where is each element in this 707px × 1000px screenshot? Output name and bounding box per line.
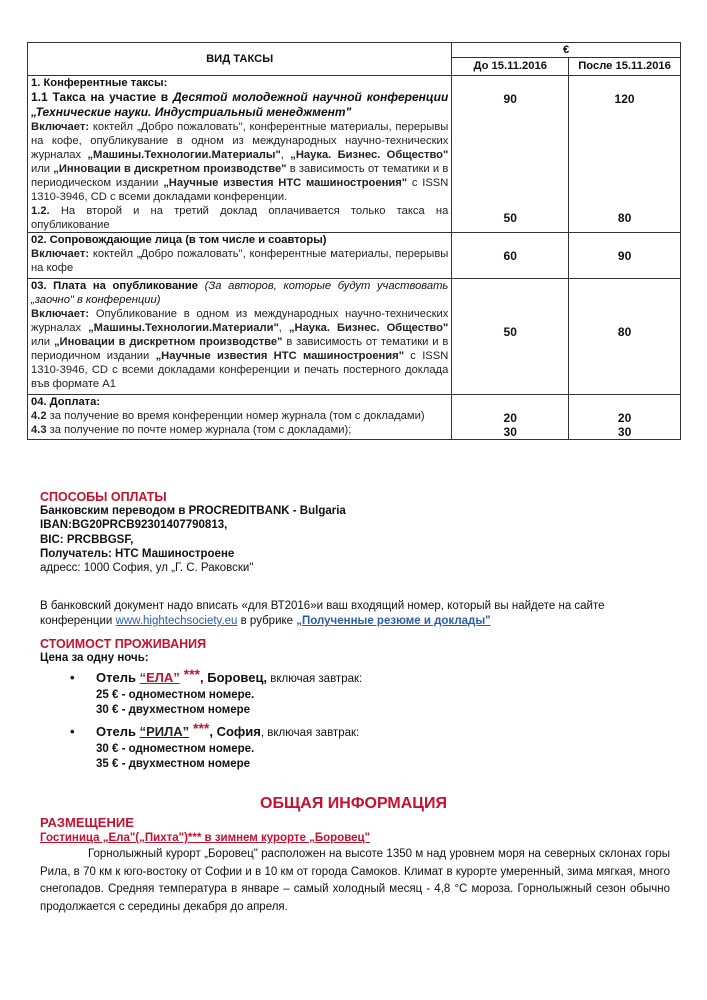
hotel-list bbox=[40, 666, 680, 771]
fee-description bbox=[28, 395, 452, 440]
currency-header: € bbox=[452, 43, 681, 58]
payment-note: В банковский документ надо вписать «для ВТ2016»и ваш входящий номер, который вы найдете на сайте конференции www.hightechsociety.eu в рубрике „Полученные резюме и доклады" bbox=[40, 600, 605, 627]
price-before-cell bbox=[452, 279, 569, 395]
fee-description bbox=[28, 233, 452, 279]
price-before-cell bbox=[452, 233, 569, 279]
site-link[interactable]: www.hightechsociety.eu bbox=[115, 615, 238, 627]
bank-line: Банковским переводом в PROCREDITBANK - Bulgaria bbox=[40, 505, 346, 518]
row-item: 4.3 за получение по почте номер журнала (том с докладами); bbox=[31, 424, 352, 436]
stars-icon: *** bbox=[189, 720, 210, 737]
bullet-icon: • bbox=[70, 724, 75, 740]
row-includes: Включает: коктейл „Добро пожаловать", конферентные материалы, перерывы на кофе, опубликувание в одном из международных научно-технических журналах „Машины.Технологии.Материалы", „Наука. Бизнес. Общество" или „Инновации в дискретном производстве" в зависимость от тематики и в периодическом издании „Научные известия НТС машиностроения" с ISSN 1310-3946, CD с всеми докладами конференции. bbox=[31, 121, 449, 203]
fee-table bbox=[27, 42, 681, 440]
hotel-item-rila: • Отель “РИЛА” ***, София, включая завтрак: 30 € - одноместном номере. 35 € - двухместном номере bbox=[40, 723, 680, 771]
row-title: 1. Конферентные таксы: bbox=[31, 77, 168, 89]
per-night-label: Цена за одну ночь: bbox=[40, 652, 149, 665]
note-price-before: 50 bbox=[503, 211, 517, 225]
price-before: 50 bbox=[503, 324, 517, 339]
row-title: 02. Сопровождающие лица (в том числе и соавторы) bbox=[31, 234, 327, 246]
price-after-1: 20 bbox=[617, 411, 632, 425]
before-date-header: До 15.11.2016 bbox=[452, 58, 569, 76]
accommodation-cost-section bbox=[40, 637, 680, 771]
fee-type-header: ВИД ТАКСЫ bbox=[28, 43, 452, 76]
table-row bbox=[28, 76, 681, 233]
row-note: 1.2. На второй и на третий доклад оплачивается только такса на опубликование bbox=[31, 205, 449, 231]
recipient: Получатель: НТС Машиностроене bbox=[40, 547, 235, 560]
price-single: 30 € - одноместном номере. bbox=[96, 743, 255, 756]
fee-description bbox=[28, 76, 452, 233]
price-before-2: 30 bbox=[503, 425, 517, 439]
general-info-title: ОБЩАЯ ИНФОРМАЦИЯ bbox=[260, 795, 447, 812]
price-after-cell bbox=[569, 76, 681, 233]
price-after: 120 bbox=[614, 92, 635, 106]
price-after-2: 30 bbox=[617, 425, 632, 439]
price-after-cell bbox=[569, 233, 681, 279]
price-double: 30 € - двухместном номере bbox=[96, 703, 251, 716]
hotel-name: “РИЛА” bbox=[139, 724, 190, 740]
row-title: 03. Плата на опубликование (За авторов, которые будут участвовать „заочно" в конференции) bbox=[31, 280, 449, 306]
row-includes: Включает: коктейл „Добро пожаловать", конферентные материалы, перерывы на кофе bbox=[31, 248, 449, 274]
note-price-after: 80 bbox=[617, 211, 632, 225]
price-after-cell bbox=[569, 395, 681, 440]
after-date-header: После 15.11.2016 bbox=[569, 58, 681, 76]
price-after: 80 bbox=[617, 324, 632, 339]
hotel-heading: Гостиница „Ела"(„Пихта")*** в зимнем курорте „Боровец" bbox=[40, 832, 371, 845]
general-info-section bbox=[40, 816, 670, 916]
iban: IBAN:BG20PRCB92301407790813, bbox=[40, 519, 228, 532]
fee-description bbox=[28, 279, 452, 395]
row-title: 04. Доплата: bbox=[31, 396, 101, 408]
price-after-cell bbox=[569, 279, 681, 395]
price-single: 25 € - одноместном номере. bbox=[96, 689, 255, 702]
price-before: 60 bbox=[503, 248, 517, 263]
borovets-description: Горнолыжный курорт „Боровец" расположен на высоте 1350 м над уровнем моря на северных склонах горы Рила, в 70 км к юго-востоку от Софии и в 10 км от города Самоков. Климат в курорте умеренный, зима мягкая, много снегопадов. Средняя температура в январе – самый холодный месяц - 4,8 °С мороза. Горнолыжный сезон обычно продолжается с середины декабря до апреля. bbox=[40, 848, 670, 913]
bic: BIC: PRCBBGSF, bbox=[40, 533, 134, 546]
accommodation-heading: РАЗМЕЩЕНИЕ bbox=[40, 815, 134, 830]
table-row bbox=[28, 395, 681, 440]
price-before-cell bbox=[452, 76, 569, 233]
table-row bbox=[28, 233, 681, 279]
table-header-row bbox=[28, 43, 681, 58]
price-after: 90 bbox=[617, 248, 632, 263]
bullet-icon: • bbox=[70, 670, 75, 686]
price-before-1: 20 bbox=[503, 411, 517, 425]
payment-heading: СПОСОБЫ ОПЛАТЫ bbox=[40, 490, 167, 504]
row-subtitle: 1.1 Такса на участие в Десятой молодежной научной конференции „Технические науки. Индустриальный менеджмент" bbox=[31, 90, 449, 119]
abstracts-link[interactable]: „Полученные резюме и доклады" bbox=[296, 615, 491, 627]
payment-section bbox=[40, 490, 346, 575]
table-row bbox=[28, 279, 681, 395]
address: адресс: 1000 София, ул „Г. С. Раковски" bbox=[40, 562, 254, 575]
price-before-cell bbox=[452, 395, 569, 440]
row-includes: Включает: Опубликование в одном из международных научно-технических журналах „Машины.Технологии.Материали", „Наука. Бизнес. Общество" или „Иновации в дискретном производстве" в зависимость от тематики и в периодичном издании „Научные известия НТС машиностроения" с ISSN 1310-3946, CD с всеми докладами конференции и печать постерного доклада във формате А1 bbox=[31, 308, 449, 390]
price-before: 90 bbox=[503, 92, 517, 106]
price-double: 35 € - двухместном номере bbox=[96, 757, 251, 770]
hotel-item-ela: • Отель “ЕЛА” ***, Боровец, включая завтрак: 25 € - одноместном номере. 30 € - двухместном номере bbox=[40, 669, 680, 717]
hotel-name: “ЕЛА” bbox=[139, 670, 180, 686]
stars-icon: *** bbox=[179, 666, 200, 683]
accommodation-cost-heading: СТОИМОСТ ПРОЖИВАНИЯ bbox=[40, 637, 207, 651]
row-item: 4.2 за получение во время конференции номер журнала (том с докладами) bbox=[31, 410, 425, 422]
